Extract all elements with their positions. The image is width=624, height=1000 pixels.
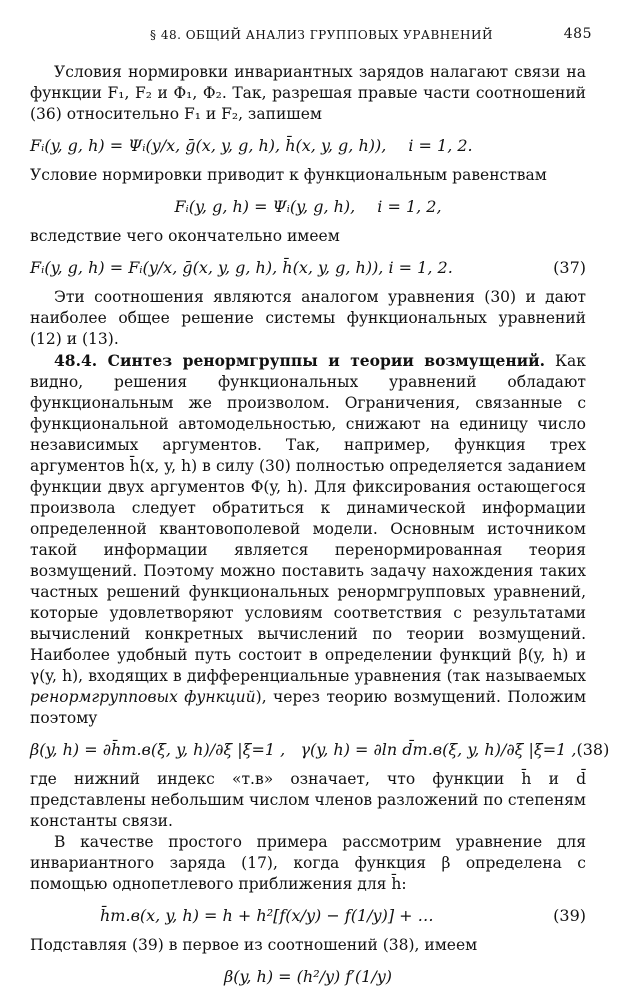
formula-5 [30, 895, 586, 935]
formula-3-expression: Fᵢ(y, g, h) = Fᵢ(y/x, ḡ(x, y, g, h), h̄(x, y, g, h)), i = 1, 2. [30, 257, 453, 277]
equation-number-38: (38) [576, 739, 610, 759]
paragraph-8: Подставляя (39) в первое из соотношений (38), имеем [30, 936, 478, 954]
paragraph-5 [30, 350, 586, 729]
paragraph-5-italic: ренормгрупповых функций [30, 688, 256, 706]
formula-3 [30, 247, 586, 287]
formula-6-expression: β(y, h) = (h²/y) f′(1/y) [223, 966, 393, 986]
equation-number-39: (39) [553, 905, 586, 925]
paragraph-2: Условие нормировки приводит к функциональным равенствам [30, 166, 547, 184]
section-title: § 48. ОБЩИЙ АНАЛИЗ ГРУППОВЫХ УРАВНЕНИЙ [150, 28, 493, 42]
formula-2 [30, 186, 586, 226]
formula-2-expression: Fᵢ(y, g, h) = Ψᵢ(y, g, h), [174, 196, 356, 216]
formula-2-condition: i = 1, 2, [377, 196, 442, 216]
equation-number-37: (37) [553, 257, 586, 277]
paragraph-5-text-a: Как видно, решения функциональных уравнений обладают функциональным же произволом. Ограничения, связанные с функциональной автомодельностью, снижают на единицу число независимых аргументов. Так, например, функция трех аргументов h̄(x, y, h) в силу (30) полностью определяется заданием функции двух аргументов Φ(y, h). Для фиксирования остающегося произвола следует обратиться к динамической информации определенной квантовополевой модели. Основным источником такой информации является перенормированная теория возмущений. Поэтому можно поставить задачу нахождения таких частных решений функциональных ренормгрупповых уравнений, которые удовлетворяют условиям соответствия с результатами вычислений конкретных вычислений по теории возмущений. Наиболее удобный путь состоит в определении функций β(y, h) и γ(y, h), входящих в дифференциальные уравнения (так называемых [30, 352, 586, 685]
paragraph-3: вследствие чего окончательно имеем [30, 227, 340, 245]
formula-6 [30, 956, 586, 996]
formula-5-expression: h̄т.в(x, y, h) = h + h²[f(x/y) − f(1/y)] + … [100, 905, 434, 925]
page-body [30, 62, 610, 996]
formula-1-condition: i = 1, 2. [408, 135, 473, 155]
paragraph-1: Условия нормировки инвариантных зарядов налагают связи на функции F₁, F₂ и Φ₁, Φ₂. Так, разрешая правые части соотношений (36) относительно F₁ и F₂, запишем [30, 63, 586, 123]
formula-4-expression: β(y, h) = ∂h̄т.в(ξ, y, h)/∂ξ |ξ=1 , γ(y, h) = ∂ln d̄т.в(ξ, y, h)/∂ξ |ξ=1 , [30, 739, 577, 759]
running-header [30, 26, 594, 46]
paragraph-7: В качестве простого примера рассмотрим уравнение для инвариантного заряда (17), когда функция β определена с помощью однопетлевого приближения для h̄: [30, 833, 586, 893]
formula-1-expression: Fᵢ(y, g, h) = Ψᵢ(y/x, ḡ(x, y, g, h), h̄(x, y, g, h)), [30, 135, 387, 155]
subsection-heading: 48.4. Синтез ренормгруппы и теории возмущений. [54, 351, 546, 370]
paragraph-5-text-b: ), через теорию возмущений. Положим поэтому [30, 688, 586, 727]
paragraph-4: Эти соотношения являются аналогом уравнения (30) и дают наиболее общее решение системы функциональных уравнений (12) и (13). [30, 288, 586, 348]
formula-1 [30, 125, 586, 165]
formula-4 [30, 729, 610, 769]
paragraph-6: где нижний индекс «т.в» означает, что функции h̄ и d̄ представлены небольшим числом членов разложений по степеням константы связи. [30, 770, 586, 830]
page-number: 485 [563, 26, 592, 42]
